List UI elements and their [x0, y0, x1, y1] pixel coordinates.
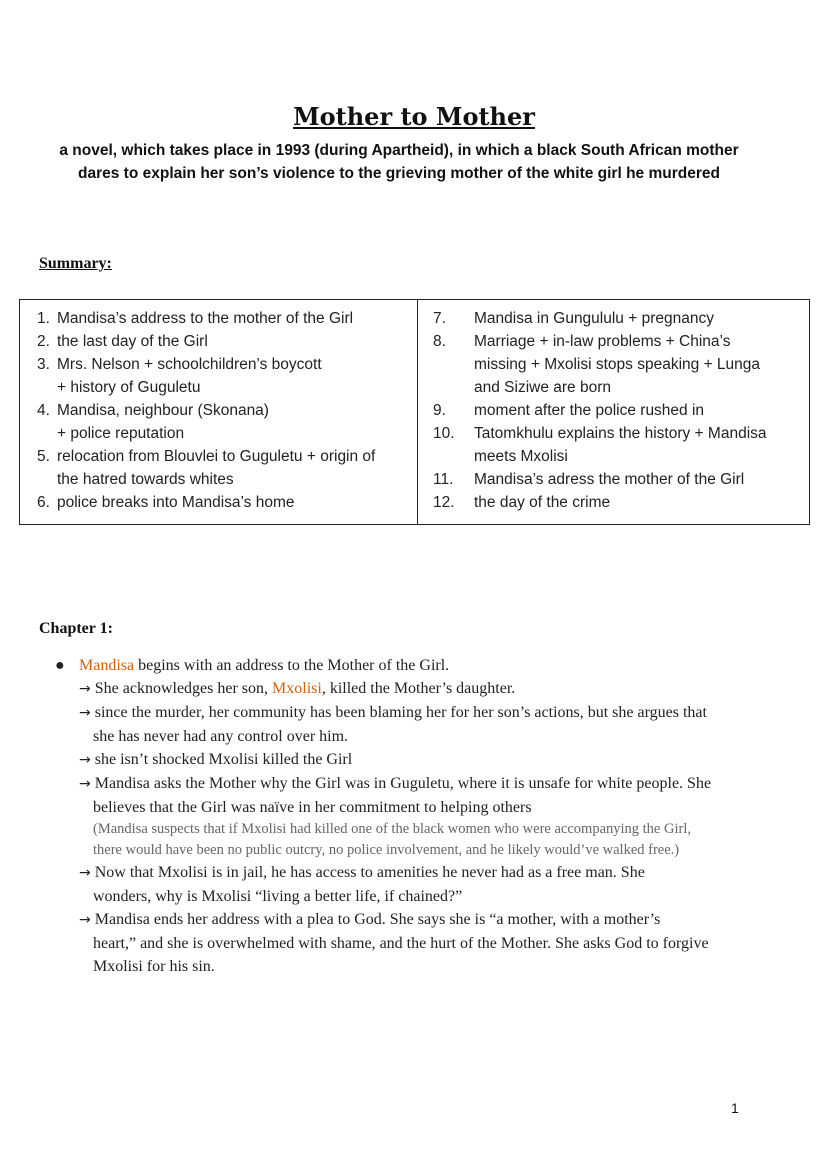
summary-item [433, 330, 803, 353]
summary-item-number: 1. [37, 310, 50, 327]
summary-item [37, 399, 407, 422]
summary-right-column [433, 307, 803, 514]
page-number: 1 [731, 1100, 739, 1116]
summary-item-continuation [37, 422, 407, 445]
summary-item-text: the day of the crime [474, 494, 611, 511]
summary-item-text: + history of Guguletu [57, 379, 201, 396]
summary-item-continuation [37, 376, 407, 399]
summary-item-text: + police reputation [57, 425, 185, 442]
bullet-text: begins with an address to the Mother of the Girl. [134, 657, 450, 674]
arrow-item: → She acknowledges her son, Mxolisi, killed the Mother’s daughter. [79, 680, 516, 697]
summary-item [37, 491, 407, 514]
summary-item [433, 468, 803, 491]
aside-note-line: there would have been no public outcry, no police involvement, and he likely would’ve walked free.) [93, 842, 680, 858]
summary-column-divider [417, 300, 418, 524]
summary-item-text: meets Mxolisi [474, 448, 568, 465]
summary-item [37, 330, 407, 353]
summary-item-text: Tatomkhulu explains the history + Mandisa [474, 425, 767, 442]
summary-item [433, 307, 803, 330]
bullet-dot-icon: ● [55, 657, 65, 674]
chapter-1-heading: Chapter 1: [39, 620, 113, 637]
arrow-item: → Mandisa ends her address with a plea to God. She says she is “a mother, with a mother’s [79, 911, 661, 928]
summary-item-number: 5. [37, 448, 50, 465]
summary-item-text: Mrs. Nelson + schoolchildren’s boycott [57, 356, 322, 373]
summary-item-text: Mandisa, neighbour (Skonana) [57, 402, 269, 419]
arrow-right-icon: → [79, 681, 91, 697]
arrow-item-continuation: wonders, why is Mxolisi “living a better life, if chained?” [93, 888, 463, 905]
summary-item-number: 9. [433, 402, 446, 419]
summary-item-text: Mandisa’s adress the mother of the Girl [474, 471, 745, 488]
arrow-item-continuation: heart,” and she is overwhelmed with shame, and the hurt of the Mother. She asks God to forgive [93, 935, 709, 952]
summary-item-text: moment after the police rushed in [474, 402, 705, 419]
summary-item-number: 8. [433, 333, 446, 350]
arrow-right-icon: → [79, 912, 91, 928]
summary-item [433, 399, 803, 422]
summary-item-text: the hatred towards whites [57, 471, 234, 488]
summary-item-number: 2. [37, 333, 50, 350]
summary-item-text: missing + Mxolisi stops speaking + Lunga [474, 356, 761, 373]
summary-table [19, 299, 810, 525]
summary-item-number: 6. [37, 494, 50, 511]
bullet-item [55, 654, 790, 677]
arrow-item-continuation: believes that the Girl was naïve in her commitment to helping others [93, 799, 532, 816]
aside-note-line: (Mandisa suspects that if Mxolisi had killed one of the black women who were accompanying the Girl, [93, 821, 691, 837]
arrow-item: → Mandisa asks the Mother why the Girl was in Guguletu, where it is unsafe for white people. She [79, 775, 712, 792]
summary-item-continuation [433, 445, 803, 468]
summary-item-number: 10. [433, 425, 455, 442]
summary-item-continuation [433, 353, 803, 376]
summary-item-number: 7. [433, 310, 446, 327]
summary-heading: Summary: [39, 255, 112, 272]
summary-item [433, 491, 803, 514]
chapter-1-notes [55, 654, 790, 978]
arrow-item: → since the murder, her community has been blaming her for her son’s actions, but she argues that [79, 704, 707, 721]
document-subtitle: a novel, which takes place in 1993 (during Apartheid), in which a black South African mother dares to explain her son’s violence to the grieving mother of the white girl he murdered [59, 142, 739, 182]
summary-item-text: relocation from Blouvlei to Guguletu + origin of [57, 448, 376, 465]
character-name-mandisa: Mandisa [79, 657, 135, 674]
summary-item-text: police breaks into Mandisa’s home [57, 494, 295, 511]
arrow-right-icon: → [79, 705, 91, 721]
summary-item-text: the last day of the Girl [57, 333, 208, 350]
character-name-mxolisi: Mxolisi [272, 680, 322, 697]
arrow-right-icon: → [79, 776, 91, 792]
summary-item [433, 422, 803, 445]
summary-item [37, 353, 407, 376]
summary-item-continuation [433, 376, 803, 399]
summary-item-text: Mandisa in Gungululu + pregnancy [474, 310, 714, 327]
summary-item-continuation [37, 468, 407, 491]
summary-item-number: 12. [433, 494, 455, 511]
summary-item-text: Marriage + in-law problems + China’s [474, 333, 731, 350]
summary-item [37, 445, 407, 468]
arrow-item: → she isn’t shocked Mxolisi killed the Girl [79, 751, 353, 768]
summary-item [37, 307, 407, 330]
arrow-right-icon: → [79, 865, 91, 881]
summary-item-text: Mandisa’s address to the mother of the Girl [57, 310, 354, 327]
summary-item-number: 11. [433, 471, 454, 488]
summary-item-number: 3. [37, 356, 50, 373]
arrow-item-continuation: she has never had any control over him. [93, 728, 349, 745]
summary-left-column [37, 307, 407, 514]
document-title: Mother to Mother [293, 102, 535, 131]
arrow-item-continuation: Mxolisi for his sin. [93, 958, 215, 975]
summary-item-number: 4. [37, 402, 50, 419]
arrow-item: → Now that Mxolisi is in jail, he has access to amenities he never had as a free man. She [79, 864, 645, 881]
arrow-right-icon: → [79, 752, 91, 768]
summary-item-text: and Siziwe are born [474, 379, 611, 396]
